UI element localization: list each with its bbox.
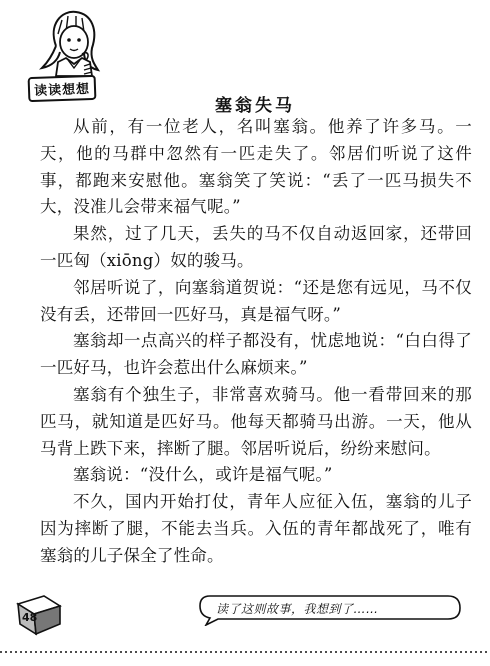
story-paragraph: 从前，有一位老人，名叫塞翁。他养了许多马。一天，他的马群中忽然有一匹走失了。邻居们听说了这件事，都跑来安慰他。塞翁笑了笑说：“丢了一匹马损失不大，没准儿会带来福气呢。”: [40, 117, 472, 217]
story-paragraph: 果然，过了几天，丢失的马不仅自动返回家，还带回一匹匈（xiōng）奴的骏马。: [40, 224, 472, 270]
story-paragraph: 塞翁有个独生子，非常喜欢骑马。他一看带回来的那匹马，就知道是匹好马。他每天都骑马出游。一天，他从马背上跌下来，摔断了腿。邻居听说后，纷纷来慰问。: [40, 384, 472, 458]
story-title: 塞翁失马: [215, 96, 295, 117]
story-paragraph: 塞翁说：“没什么，或许是福气呢。”: [73, 465, 333, 485]
prompt-text: 读了这则故事，我想到了……: [216, 602, 379, 616]
story-paragraph: 不久，国内开始打仗，青年人应征入伍，塞翁的儿子因为摔断了腿，不能去当兵。入伍的青年都战死了，唯有塞翁的儿子保全了性命。: [40, 492, 472, 565]
footer-divider: [0, 650, 490, 654]
page-number: 48: [22, 611, 38, 624]
story-paragraph: 塞翁却一点高兴的样子都没有，忧虑地说：“白白得了一匹好马，也许会惹出什么麻烦来。”: [40, 331, 472, 378]
story-body: [40, 114, 472, 570]
section-label: 读读想想: [28, 75, 97, 102]
story-paragraph: 邻居听说了，向塞翁道贺说：“还是您有远见，马不仅没有丢，还带回一匹好马，真是福气呀。”: [40, 277, 472, 324]
